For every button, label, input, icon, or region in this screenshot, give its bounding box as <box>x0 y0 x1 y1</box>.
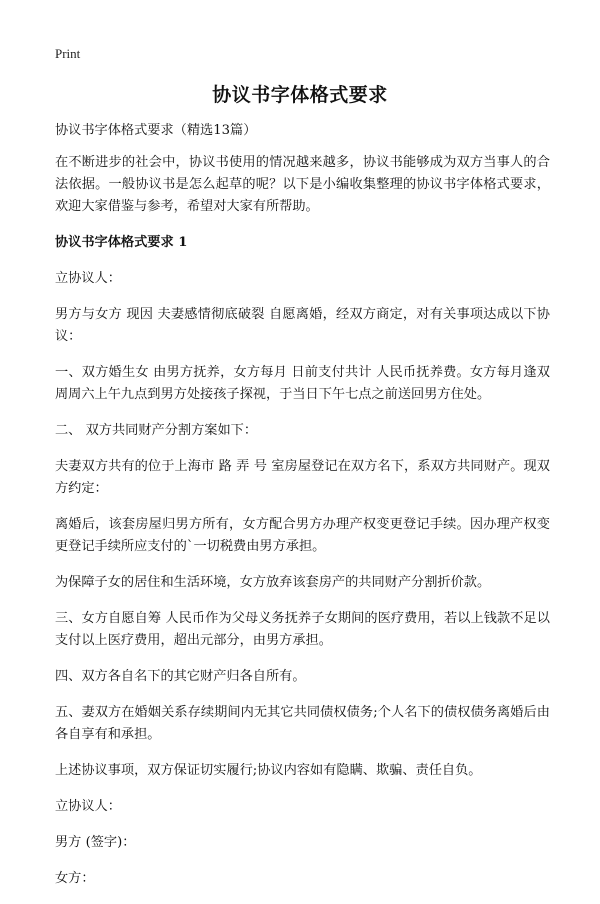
document-body <box>55 120 550 904</box>
intro-paragraph: 在不断进步的社会中，协议书使用的情况越来越多，协议书能够成为双方当事人的合法依据。一般协议书是怎么起草的呢？以下是小编收集整理的协议书字体格式要求，欢迎大家借鉴与参考，希望对大家有所帮助。 <box>55 155 550 214</box>
print-link[interactable]: Print <box>55 46 81 61</box>
section-heading: 协议书字体格式要求 1 <box>55 235 188 250</box>
paragraph-clause-2: 二、 双方共同财产分割方案如下： <box>55 423 258 438</box>
signature-male-label: 男方 (签字)： <box>55 835 136 850</box>
paragraph-property: 夫妻双方共有的位于上海市 路 弄 号 室房屋登记在双方名下，系双方共同财产。现双方约定： <box>55 459 550 496</box>
paragraph-agreement: 男方与女方 现因 夫妻感情彻底破裂 自愿离婚，经双方商定，对有关事项达成以下协议： <box>55 307 550 344</box>
paragraph-clause-4: 四、双方各自名下的其它财产归各自所有。 <box>55 669 306 684</box>
paragraph-parties: 立协议人： <box>55 271 121 286</box>
document-subtitle: 协议书字体格式要求（精选13篇） <box>55 123 257 138</box>
paragraph-clause-1: 一、双方婚生女 由男方抚养，女方每月 日前支付共计 人民币抚养费。女方每月逢双周周六上午九点到男方处接孩子探视，于当日下午七点之前送回男方住处。 <box>55 365 550 402</box>
signature-parties-label: 立协议人： <box>55 799 121 814</box>
signature-female-label: 女方： <box>55 871 95 886</box>
paragraph-guarantee: 上述协议事项，双方保证切实履行;协议内容如有隐瞒、欺骗、责任自负。 <box>55 763 482 778</box>
paragraph-clause-3: 三、女方自愿自筹 人民币作为父母义务抚养子女期间的医疗费用，若以上钱款不足以支付以上医疗费用，超出元部分，由男方承担。 <box>55 611 550 648</box>
document-title: 协议书字体格式要求 <box>212 84 388 106</box>
paragraph-property-waiver: 为保障子女的居住和生活环境，女方放弃该套房产的共同财产分割折价款。 <box>55 575 491 590</box>
paragraph-property-transfer: 离婚后，该套房屋归男方所有，女方配合男方办理产权变更登记手续。因办理产权变更登记手续所应支付的`一切税费由男方承担。 <box>55 517 550 554</box>
paragraph-clause-5: 五、妻双方在婚姻关系存续期间内无其它共同债权债务;个人名下的债权债务离婚后由各自享有和承担。 <box>55 705 550 742</box>
